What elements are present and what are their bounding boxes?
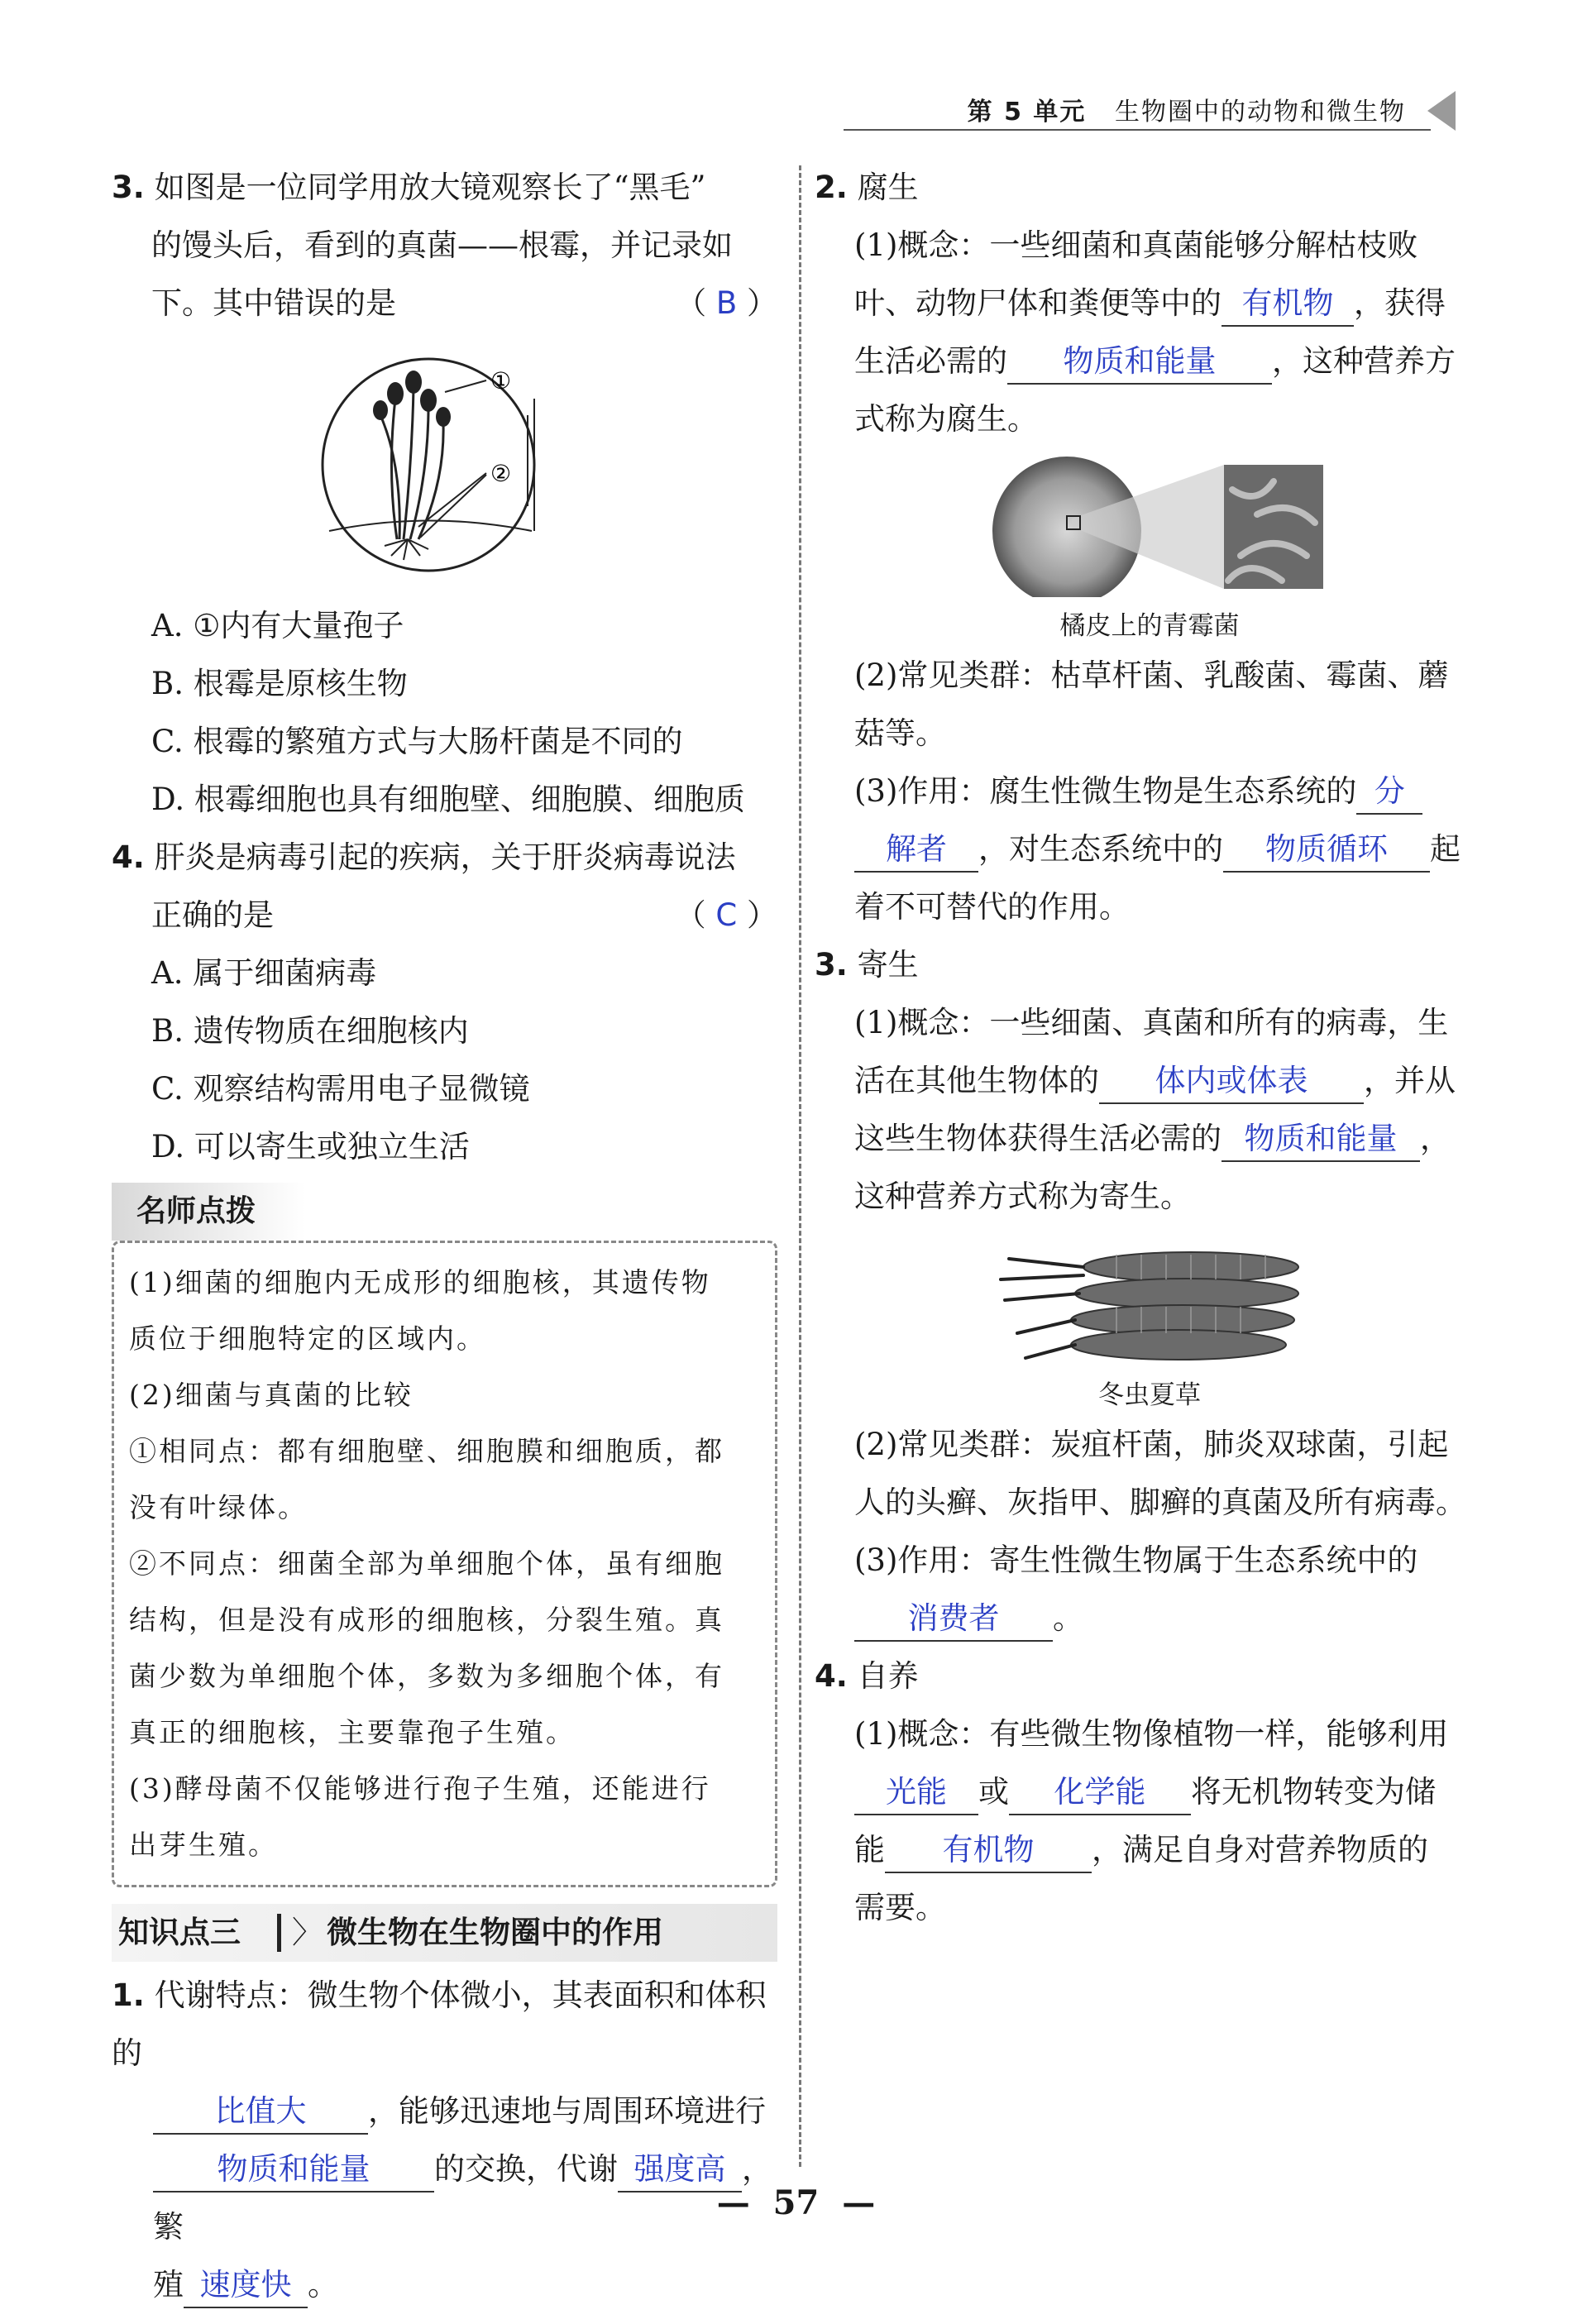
section-parasitic (815, 936, 1484, 1647)
knowledge-point-heading (112, 1904, 777, 1962)
answer-blank: 光能 (854, 1771, 978, 1815)
tip-line: ①相同点：都有细胞壁、细胞膜和细胞质，都 (129, 1435, 724, 1467)
item-1-text: 代谢特点：微生物个体微小，其表面积和体积的 (112, 1977, 767, 2071)
text-line: 式称为腐生。 (854, 401, 1038, 437)
q4-option-c: C. 观察结构需用电子显微镜 (151, 1071, 530, 1107)
q4-answer: C (715, 897, 738, 933)
answer-blank: 有机物 (885, 1829, 1092, 1873)
answer-blank: 体内或体表 (1099, 1059, 1364, 1104)
text-line: ，这种营养方 (1272, 343, 1456, 379)
answer-blank: 比值大 (153, 2090, 368, 2135)
item-1-number: 1. (112, 1977, 145, 2013)
answer-blank: 消费者 (854, 1597, 1053, 1642)
tip-line: 出芽生殖。 (129, 1829, 278, 1861)
text-line: ，并从 (1364, 1063, 1456, 1098)
text-line: (3)作用：寄生性微生物属于生态系统中的 (854, 1542, 1418, 1578)
answer-blank: 物质和能量 (153, 2148, 434, 2192)
cordyceps-photo (992, 1234, 1307, 1366)
answer-blank: 物质和能量 (1007, 340, 1272, 385)
q4-stem-line2: 正确的是 (151, 897, 274, 933)
section-2-title: 腐生 (857, 170, 919, 205)
column-divider (799, 165, 801, 2167)
question-4 (112, 829, 777, 1176)
page-dash: — (842, 2183, 876, 2222)
text-line: 或 (978, 1774, 1009, 1810)
unit-title: 生物圈中的动物和微生物 (1115, 98, 1406, 127)
caption-penicillium: 橘皮上的青霉菌 (1059, 611, 1240, 641)
right-column (815, 159, 1484, 1937)
q4-answer-paren: （ C ） (675, 897, 777, 933)
item-1-text: 殖 (153, 2267, 184, 2302)
knowledge-point-label: 知识点三 (118, 1915, 241, 1950)
caption-cordyceps: 冬虫夏草 (1098, 1380, 1201, 1410)
text-line: 这些生物体获得生活必需的 (854, 1121, 1221, 1156)
section-3-title: 寄生 (857, 947, 919, 983)
q4-option-b: B. 遗传物质在细胞核内 (151, 1013, 469, 1049)
tip-line: 结构，但是没有成形的细胞核，分裂生殖。真 (129, 1604, 724, 1636)
text-line: ，获得 (1354, 285, 1446, 321)
rhizopus-figure (321, 341, 569, 589)
tip-line: (3)酵母菌不仅能够进行孢子生殖，还能进行 (129, 1772, 711, 1805)
tip-line: 真正的细胞核，主要靠孢子生殖。 (129, 1716, 576, 1748)
q3-number: 3. (112, 170, 145, 205)
q4-stem-line1: 肝炎是病毒引起的疾病，关于肝炎病毒说法 (154, 839, 736, 875)
text-line: 生活必需的 (854, 343, 1007, 379)
q3-option-c: C. 根霉的繁殖方式与大肠杆菌是不同的 (151, 724, 683, 759)
answer-blank: 有机物 (1221, 282, 1354, 327)
section-autotrophic (815, 1647, 1484, 1937)
knowledge-point-title: 微生物在生物圈中的作用 (327, 1915, 663, 1950)
text-line: (2)常见类群：枯草杆菌、乳酸菌、霉菌、蘑 (854, 658, 1449, 693)
header-text (968, 91, 1406, 127)
q3-stem-line2: 的馒头后，看到的真菌——根霉，并记录如 (151, 227, 733, 263)
answer-blank: 速度快 (184, 2264, 308, 2308)
text-line: ，满足自身对营养物质的 (1092, 1832, 1428, 1867)
chevron-right-icon: 〉 (292, 1915, 323, 1950)
answer-blank: 物质循环 (1223, 828, 1430, 873)
text-line: 这种营养方式称为寄生。 (854, 1179, 1191, 1214)
tip-title: 名师点拨 (112, 1183, 305, 1241)
answer-blank: 强度高 (618, 2148, 742, 2192)
item-1-text: ，繁 (153, 2151, 772, 2245)
answer-blank: 解者 (854, 828, 978, 873)
text-line: 起 (1430, 831, 1461, 867)
text-line: (3)作用：腐生性微生物是生态系统的 (854, 773, 1357, 809)
penicillium-photo (976, 457, 1323, 597)
tip-line: 菌少数为单细胞个体，多数为多细胞个体，有 (129, 1660, 724, 1692)
text-line: 着不可替代的作用。 (854, 889, 1130, 925)
q3-option-b: B. 根霉是原核生物 (151, 666, 408, 701)
tip-line: 没有叶绿体。 (129, 1491, 308, 1523)
text-line: 人的头癣、灰指甲、脚癣的真菌及所有病毒。 (854, 1485, 1466, 1520)
header-arrow-icon (1427, 91, 1456, 131)
tip-line: (2)细菌与真菌的比较 (129, 1379, 414, 1411)
q3-option-a: A. ①内有大量孢子 (151, 608, 404, 643)
text-line: 叶、动物尸体和粪便等中的 (854, 285, 1221, 321)
text-line: 。 (1053, 1600, 1083, 1636)
heading-bar (277, 1914, 281, 1952)
text-line: 能 (854, 1832, 885, 1867)
item-1-metabolism (112, 1967, 777, 2314)
section-3-number: 3. (815, 947, 848, 983)
tip-line: (1)细菌的细胞内无成形的细胞核，其遗传物 (129, 1266, 711, 1298)
header-rule (844, 129, 1431, 131)
text-line: ，对生态系统中的 (978, 831, 1223, 867)
q3-stem-line3: 下。其中错误的是 (151, 285, 396, 321)
answer-blank: 分 (1356, 770, 1422, 815)
q3-answer-paren: （ B ） (676, 285, 777, 321)
left-column (112, 159, 777, 2314)
question-3 (112, 159, 777, 829)
text-line: (1)概念：一些细菌和真菌能够分解枯枝败 (854, 227, 1418, 263)
tip-line: 质位于细胞特定的区域内。 (129, 1322, 486, 1355)
tip-box (112, 1241, 777, 1887)
page-number-value: 57 (772, 2183, 820, 2222)
q3-stem-line1: 如图是一位同学用放大镜观察长了“黑毛” (154, 170, 706, 205)
section-saprophytic (815, 159, 1484, 936)
text-line: 将无机物转变为储 (1191, 1774, 1436, 1810)
section-2-number: 2. (815, 170, 848, 205)
text-line: 活在其他生物体的 (854, 1063, 1099, 1098)
text-line: (1)概念：有些微生物像植物一样，能够利用 (854, 1716, 1449, 1752)
text-line: ， (1420, 1121, 1451, 1156)
tip-line: ②不同点：细菌全部为单细胞个体，虽有细胞 (129, 1547, 724, 1580)
running-header (844, 89, 1472, 139)
text-line: 菇等。 (854, 715, 946, 751)
answer-blank: 化学能 (1009, 1771, 1191, 1815)
q3-option-d: D. 根霉细胞也具有细胞壁、细胞膜、细胞质 (151, 782, 745, 817)
item-1-text: ，能够迅速地与周围环境进行 (368, 2093, 766, 2129)
item-1-text: 的交换，代谢 (434, 2151, 618, 2187)
unit-label: 第 5 单元 (967, 98, 1087, 127)
section-4-number: 4. (815, 1658, 848, 1694)
text-line: 需要。 (854, 1890, 946, 1925)
q4-number: 4. (112, 839, 145, 875)
q4-option-a: A. 属于细菌病毒 (151, 955, 377, 991)
q3-answer: B (715, 285, 738, 321)
item-1-text: 。 (308, 2267, 338, 2302)
text-line: (2)常见类群：炭疽杆菌，肺炎双球菌，引起 (854, 1427, 1449, 1462)
section-4-title: 自养 (857, 1658, 919, 1694)
figure-label-1: ① (490, 367, 511, 395)
text-line: (1)概念：一些细菌、真菌和所有的病毒，生 (854, 1005, 1449, 1040)
page-dash: — (716, 2183, 750, 2222)
answer-blank: 物质和能量 (1221, 1117, 1420, 1162)
q4-option-d: D. 可以寄生或独立生活 (151, 1129, 470, 1164)
figure-label-2: ② (490, 460, 511, 487)
page-number (0, 2183, 1592, 2222)
